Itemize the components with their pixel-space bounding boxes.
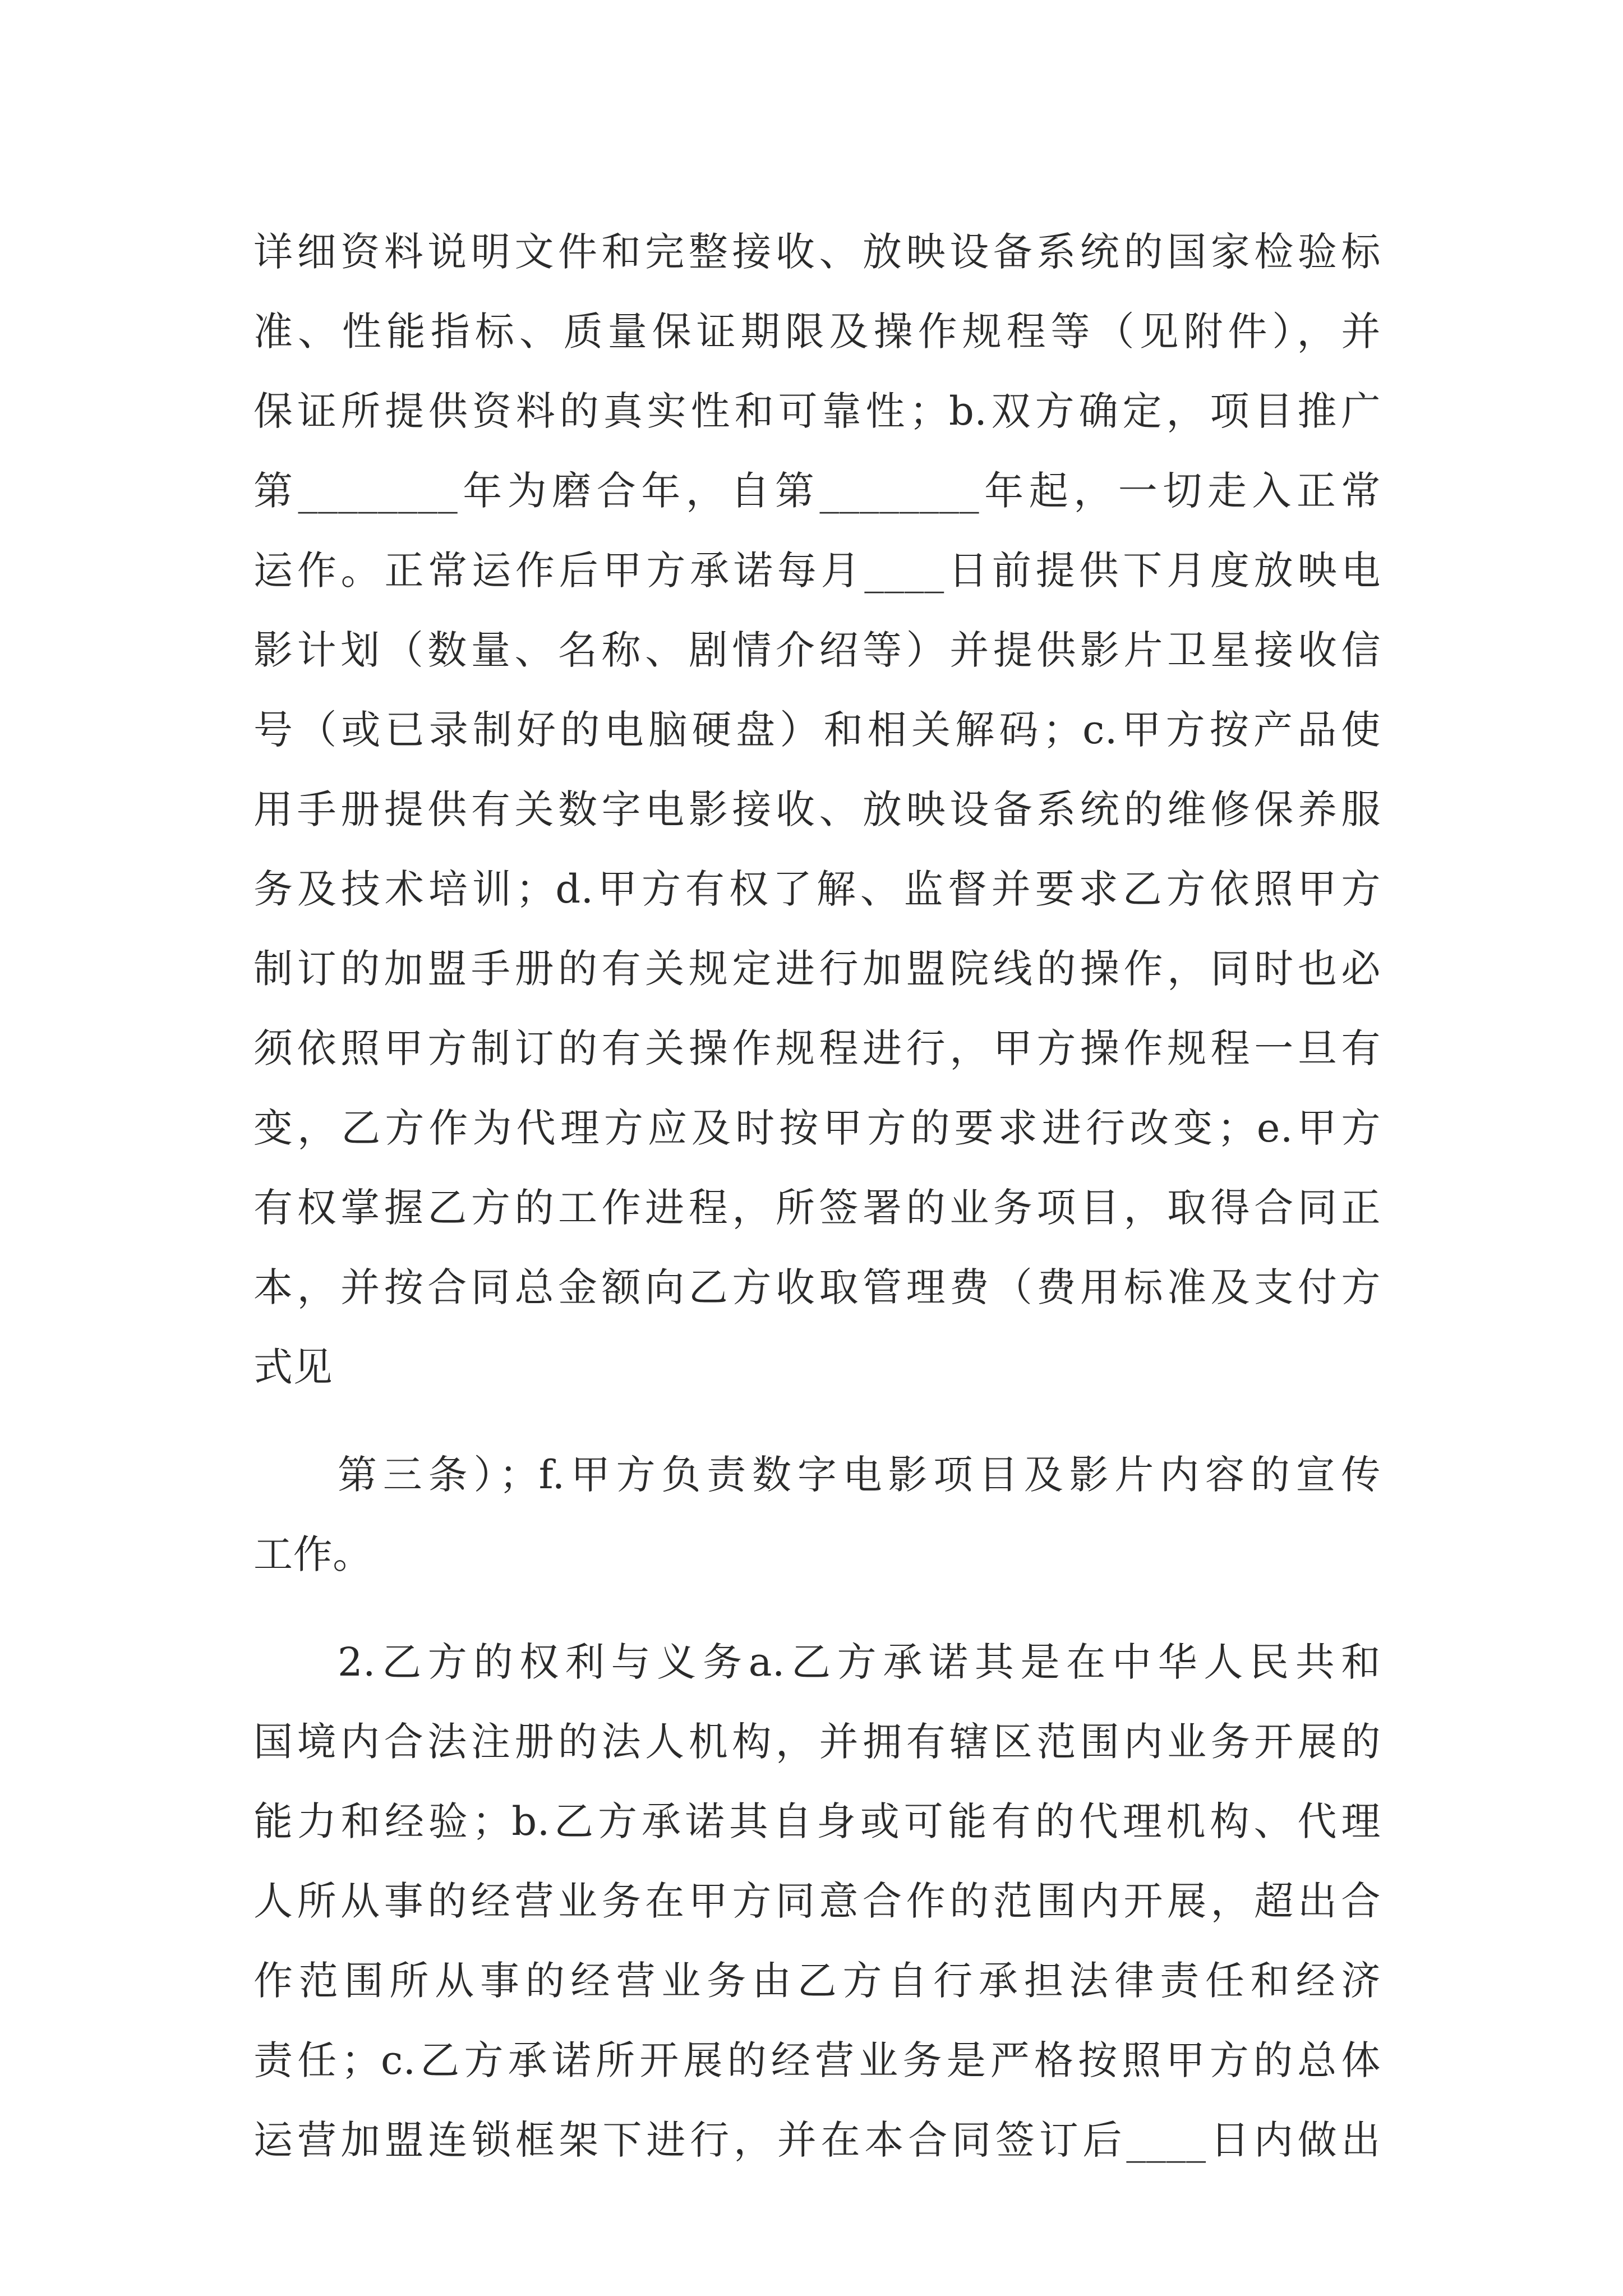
paragraph-gap bbox=[253, 1407, 1381, 1435]
paragraph-gap bbox=[253, 1594, 1381, 1622]
text-line: 第三条）；f.甲方负责数字电影项目及影片内容的宣传 bbox=[338, 1452, 1381, 1498]
text-line: 运作。正常运作后甲方承诺每月____日前提供下月度放映电 bbox=[253, 547, 1381, 593]
text-line: 详细资料说明文件和完整接收、放映设备系统的国家检验标 bbox=[253, 229, 1381, 275]
text-line: 人所从事的经营业务在甲方同意合作的范围内开展，超出合 bbox=[253, 1878, 1381, 1924]
text-line: 保证所提供资料的真实性和可靠性；b.双方确定，项目推广 bbox=[253, 388, 1381, 434]
paragraph-party-b-rights bbox=[253, 1622, 1381, 2180]
text-line: 能力和经验；b.乙方承诺其自身或可能有的代理机构、代理 bbox=[253, 1798, 1381, 1844]
text-line: 2.乙方的权利与义务a.乙方承诺其是在中华人民共和 bbox=[338, 1639, 1381, 1685]
text-line: 第________年为磨合年，自第________年起，一切走入正常 bbox=[253, 468, 1381, 514]
text-line: 式见 bbox=[253, 1344, 333, 1390]
text-line: 制订的加盟手册的有关规定进行加盟院线的操作，同时也必 bbox=[253, 946, 1381, 992]
text-line: 运营加盟连锁框架下进行，并在本合同签订后____日内做出 bbox=[253, 2117, 1381, 2163]
text-line: 有权掌握乙方的工作进程，所签署的业务项目，取得合同正 bbox=[253, 1185, 1381, 1231]
text-line: 须依照甲方制订的有关操作规程进行，甲方操作规程一旦有 bbox=[253, 1025, 1381, 1071]
paragraph-party-a-obligations bbox=[253, 212, 1381, 1407]
text-line: 用手册提供有关数字电影接收、放映设备系统的维修保养服 bbox=[253, 786, 1381, 832]
text-line: 作范围所从事的经营业务由乙方自行承担法律责任和经济 bbox=[253, 1958, 1381, 2004]
document-body bbox=[253, 212, 1381, 2180]
text-line: 责任；c.乙方承诺所开展的经营业务是严格按照甲方的总体 bbox=[253, 2037, 1381, 2083]
paragraph-article-three-ref bbox=[253, 1435, 1381, 1594]
text-line: 工作。 bbox=[253, 1531, 372, 1577]
text-line: 务及技术培训；d.甲方有权了解、监督并要求乙方依照甲方 bbox=[253, 866, 1381, 912]
text-line: 变，乙方作为代理方应及时按甲方的要求进行改变；e.甲方 bbox=[253, 1105, 1381, 1151]
text-line: 号（或已录制好的电脑硬盘）和相关解码；c.甲方按产品使 bbox=[253, 707, 1381, 753]
text-line: 准、性能指标、质量保证期限及操作规程等（见附件），并 bbox=[253, 309, 1381, 355]
text-line: 本，并按合同总金额向乙方收取管理费（费用标准及支付方 bbox=[253, 1264, 1381, 1310]
text-line: 影计划（数量、名称、剧情介绍等）并提供影片卫星接收信 bbox=[253, 627, 1381, 673]
text-line: 国境内合法注册的法人机构，并拥有辖区范围内业务开展的 bbox=[253, 1719, 1381, 1765]
